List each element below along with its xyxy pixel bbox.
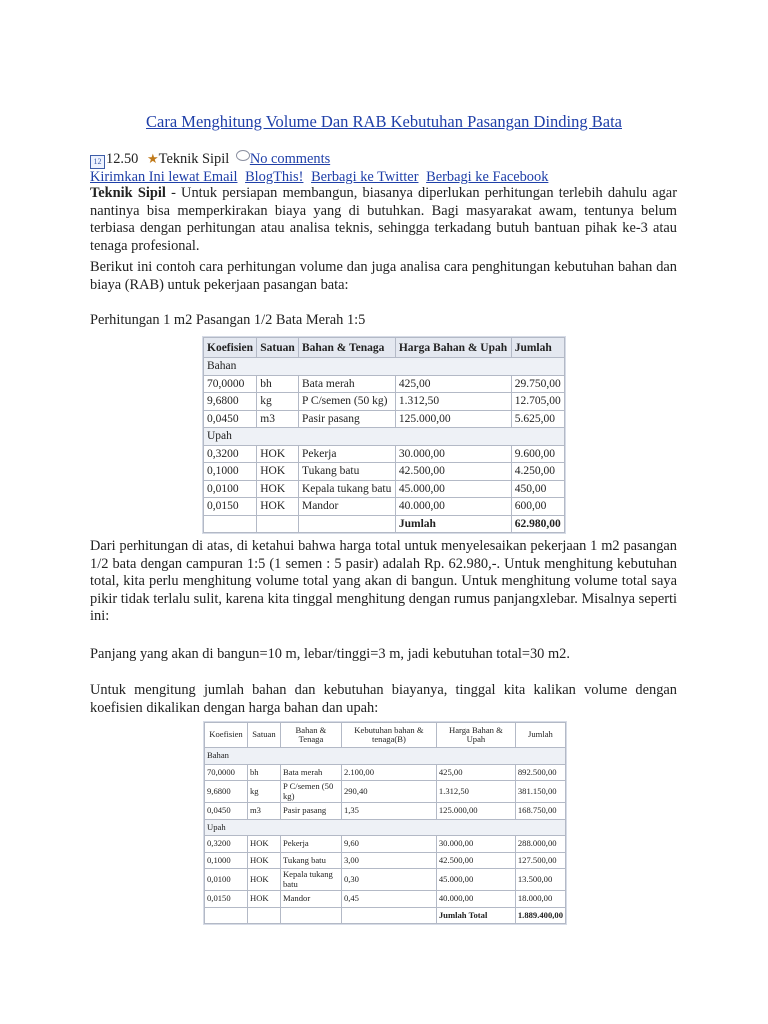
table-row [205, 891, 566, 908]
cell: Bata merah [298, 375, 395, 393]
col-harga: Harga Bahan & Upah [395, 338, 511, 358]
col-satuan: Satuan [257, 338, 299, 358]
cell: m3 [247, 803, 280, 820]
cell: 0,1000 [205, 852, 248, 869]
cell: 892.500,00 [515, 764, 565, 781]
cell: HOK [257, 480, 299, 498]
table-header-row [204, 338, 565, 358]
cell: 9,60 [341, 836, 436, 853]
intro-lead: Teknik Sipil [90, 185, 166, 201]
total-value: 1.889.400,00 [515, 907, 565, 924]
section-label: Upah [204, 428, 565, 446]
article-title-link[interactable]: Cara Menghitung Volume Dan RAB Kebutuhan Pasangan Dinding Bata [146, 112, 622, 131]
total-value: 62.980,00 [511, 515, 564, 533]
cell: Mandor [298, 498, 395, 516]
volume-paragraph: Panjang yang akan di bangun=10 m, lebar/tinggi=3 m, jadi kebutuhan total=30 m2. [90, 646, 570, 662]
table-header-row [205, 723, 566, 748]
cell: Pekerja [298, 445, 395, 463]
section-row-upah [204, 428, 565, 446]
cell: 0,0100 [204, 480, 257, 498]
comments-link[interactable]: No comments [249, 151, 331, 167]
cell: 18.000,00 [515, 891, 565, 908]
cell: 42.500,00 [436, 852, 515, 869]
cell [280, 907, 341, 924]
total-row [205, 907, 566, 924]
cell: 0,3200 [205, 836, 248, 853]
section-label: Upah [205, 819, 566, 836]
cell: 9,6800 [205, 781, 248, 803]
intro-text: - Untuk persiapan membangun, biasanya diperlukan perhitungan terlebih dahulu agar nantinya bisa memperkirakan biaya yang di butuhkan. Bagi masyarakat awam, tentunya belum terbiasa dengan perhitungan atau analisa teknis, sehingga terkadang butuh bantuan pihak ke-3 atau tenaga profesional. [90, 185, 677, 254]
cell [205, 907, 248, 924]
cell: 0,1000 [204, 463, 257, 481]
cell: HOK [247, 891, 280, 908]
cell: HOK [247, 836, 280, 853]
table-row [204, 393, 565, 411]
cell [257, 515, 299, 533]
section-label: Bahan [204, 358, 565, 376]
cell: 0,0450 [204, 410, 257, 428]
method-paragraph: Berikut ini contoh cara perhitungan volume dan juga analisa cara penghitungan kebutuhan bahan dan biaya (RAB) untuk pekerjaan pasangan bata: [90, 259, 677, 293]
share-email-link[interactable]: Kirimkan Ini lewat Email [90, 169, 238, 185]
cell: Pekerja [280, 836, 341, 853]
col-satuan: Satuan [247, 723, 280, 748]
cell: 40.000,00 [436, 891, 515, 908]
table-row [205, 869, 566, 891]
cell: 45.000,00 [436, 869, 515, 891]
post-author: Teknik Sipil [158, 151, 230, 167]
cell: 0,45 [341, 891, 436, 908]
table-row [204, 445, 565, 463]
cell: 381.150,00 [515, 781, 565, 803]
table-row [204, 375, 565, 393]
table-row [205, 803, 566, 820]
cell: 30.000,00 [436, 836, 515, 853]
cell: m3 [257, 410, 299, 428]
col-harga: Harga Bahan & Upah [436, 723, 515, 748]
cell: 1.312,50 [395, 393, 511, 411]
total-row [204, 515, 565, 533]
total-label: Jumlah Total [436, 907, 515, 924]
cell: 0,0150 [205, 891, 248, 908]
cell: Pasir pasang [280, 803, 341, 820]
cell: kg [247, 781, 280, 803]
cell: kg [257, 393, 299, 411]
cell: P C/semen (50 kg) [298, 393, 395, 411]
col-jumlah: Jumlah [511, 338, 564, 358]
cell: 9,6800 [204, 393, 257, 411]
cell: 425,00 [395, 375, 511, 393]
cell: 0,3200 [204, 445, 257, 463]
cell: Kepala tukang batu [298, 480, 395, 498]
post-meta [90, 149, 330, 169]
cell: 12.705,00 [511, 393, 564, 411]
cell [204, 515, 257, 533]
col-jumlah: Jumlah [515, 723, 565, 748]
table-row [204, 480, 565, 498]
cell: Kepala tukang batu [280, 869, 341, 891]
cell: bh [257, 375, 299, 393]
cell: 45.000,00 [395, 480, 511, 498]
section-label: Bahan [205, 748, 566, 765]
col-bahan-tenaga: Bahan & Tenaga [298, 338, 395, 358]
intro-paragraph [90, 185, 677, 255]
cell: 4.250,00 [511, 463, 564, 481]
multiply-paragraph: Untuk mengitung jumlah bahan dan kebutuhan biayanya, tinggal kita kalikan volume dengan koefisien dikalikan dengan harga bahan dan upah: [90, 682, 677, 716]
share-facebook-link[interactable]: Berbagi ke Facebook [426, 169, 549, 185]
cell: 70,0000 [205, 764, 248, 781]
cell: Tukang batu [298, 463, 395, 481]
section-row-upah [205, 819, 566, 836]
cell [298, 515, 395, 533]
cell: 30.000,00 [395, 445, 511, 463]
table-row [205, 781, 566, 803]
cell: 9.600,00 [511, 445, 564, 463]
cell: HOK [257, 463, 299, 481]
table-row [205, 852, 566, 869]
cell: HOK [257, 445, 299, 463]
cell: 168.750,00 [515, 803, 565, 820]
cell: 3,00 [341, 852, 436, 869]
cell [341, 907, 436, 924]
cell: Tukang batu [280, 852, 341, 869]
calendar-icon: 12 [90, 155, 105, 169]
cell: 450,00 [511, 480, 564, 498]
cell [247, 907, 280, 924]
cell: 425,00 [436, 764, 515, 781]
table-row [204, 498, 565, 516]
share-twitter-link[interactable]: Berbagi ke Twitter [311, 169, 419, 185]
result-paragraph: Dari perhitungan di atas, di ketahui bahwa harga total untuk menyelesaikan pekerjaan 1 m2 pasangan 1/2 bata dengan campuran 1:5 (1 semen : 5 pasir) adalah Rp. 62.980,-. Untuk menghitung kebutuhan total, kita perlu menghitung volume total yang akan di bangun. Untuk menghitung volume total saya pikir tidak terlalu sulit, karena kita tinggal menghitung dengan rumus panjangxlebar. Misalnya seperti ini: [90, 538, 677, 624]
cell: HOK [247, 869, 280, 891]
col-koefisien: Koefisien [204, 338, 257, 358]
comment-icon [236, 150, 250, 161]
cell: Mandor [280, 891, 341, 908]
table-row [204, 463, 565, 481]
cell: Pasir pasang [298, 410, 395, 428]
col-koefisien: Koefisien [205, 723, 248, 748]
cell: 42.500,00 [395, 463, 511, 481]
rab-table-total [203, 721, 567, 925]
author-icon: ★ [147, 151, 159, 166]
cell: 40.000,00 [395, 498, 511, 516]
cell: 70,0000 [204, 375, 257, 393]
cell: 125.000,00 [436, 803, 515, 820]
cell: 0,0450 [205, 803, 248, 820]
cell: 5.625,00 [511, 410, 564, 428]
cell: 127.500,00 [515, 852, 565, 869]
cell: 0,30 [341, 869, 436, 891]
cell: 1.312,50 [436, 781, 515, 803]
cell: bh [247, 764, 280, 781]
cell: 29.750,00 [511, 375, 564, 393]
cell: 288.000,00 [515, 836, 565, 853]
cell: 0,0100 [205, 869, 248, 891]
cell: 290,40 [341, 781, 436, 803]
calc-heading: Perhitungan 1 m2 Pasangan 1/2 Bata Merah 1:5 [90, 312, 366, 328]
cell: HOK [247, 852, 280, 869]
share-blogthis-link[interactable]: BlogThis! [245, 169, 304, 185]
cell: 0,0150 [204, 498, 257, 516]
section-row-bahan [204, 358, 565, 376]
table-row [205, 764, 566, 781]
section-row-bahan [205, 748, 566, 765]
table-row [204, 410, 565, 428]
col-kebutuhan: Kebutuhan bahan & tenaga(B) [341, 723, 436, 748]
cell: P C/semen (50 kg) [280, 781, 341, 803]
cell: 600,00 [511, 498, 564, 516]
table-row [205, 836, 566, 853]
cell: 1,35 [341, 803, 436, 820]
cell: 13.500,00 [515, 869, 565, 891]
cell: 125.000,00 [395, 410, 511, 428]
rab-table-1m2 [202, 336, 566, 534]
cell: Bata merah [280, 764, 341, 781]
cell: HOK [257, 498, 299, 516]
col-bahan-tenaga: Bahan & Tenaga [280, 723, 341, 748]
post-time: 12.50 [106, 151, 139, 167]
total-label: Jumlah [395, 515, 511, 533]
cell: 2.100,00 [341, 764, 436, 781]
